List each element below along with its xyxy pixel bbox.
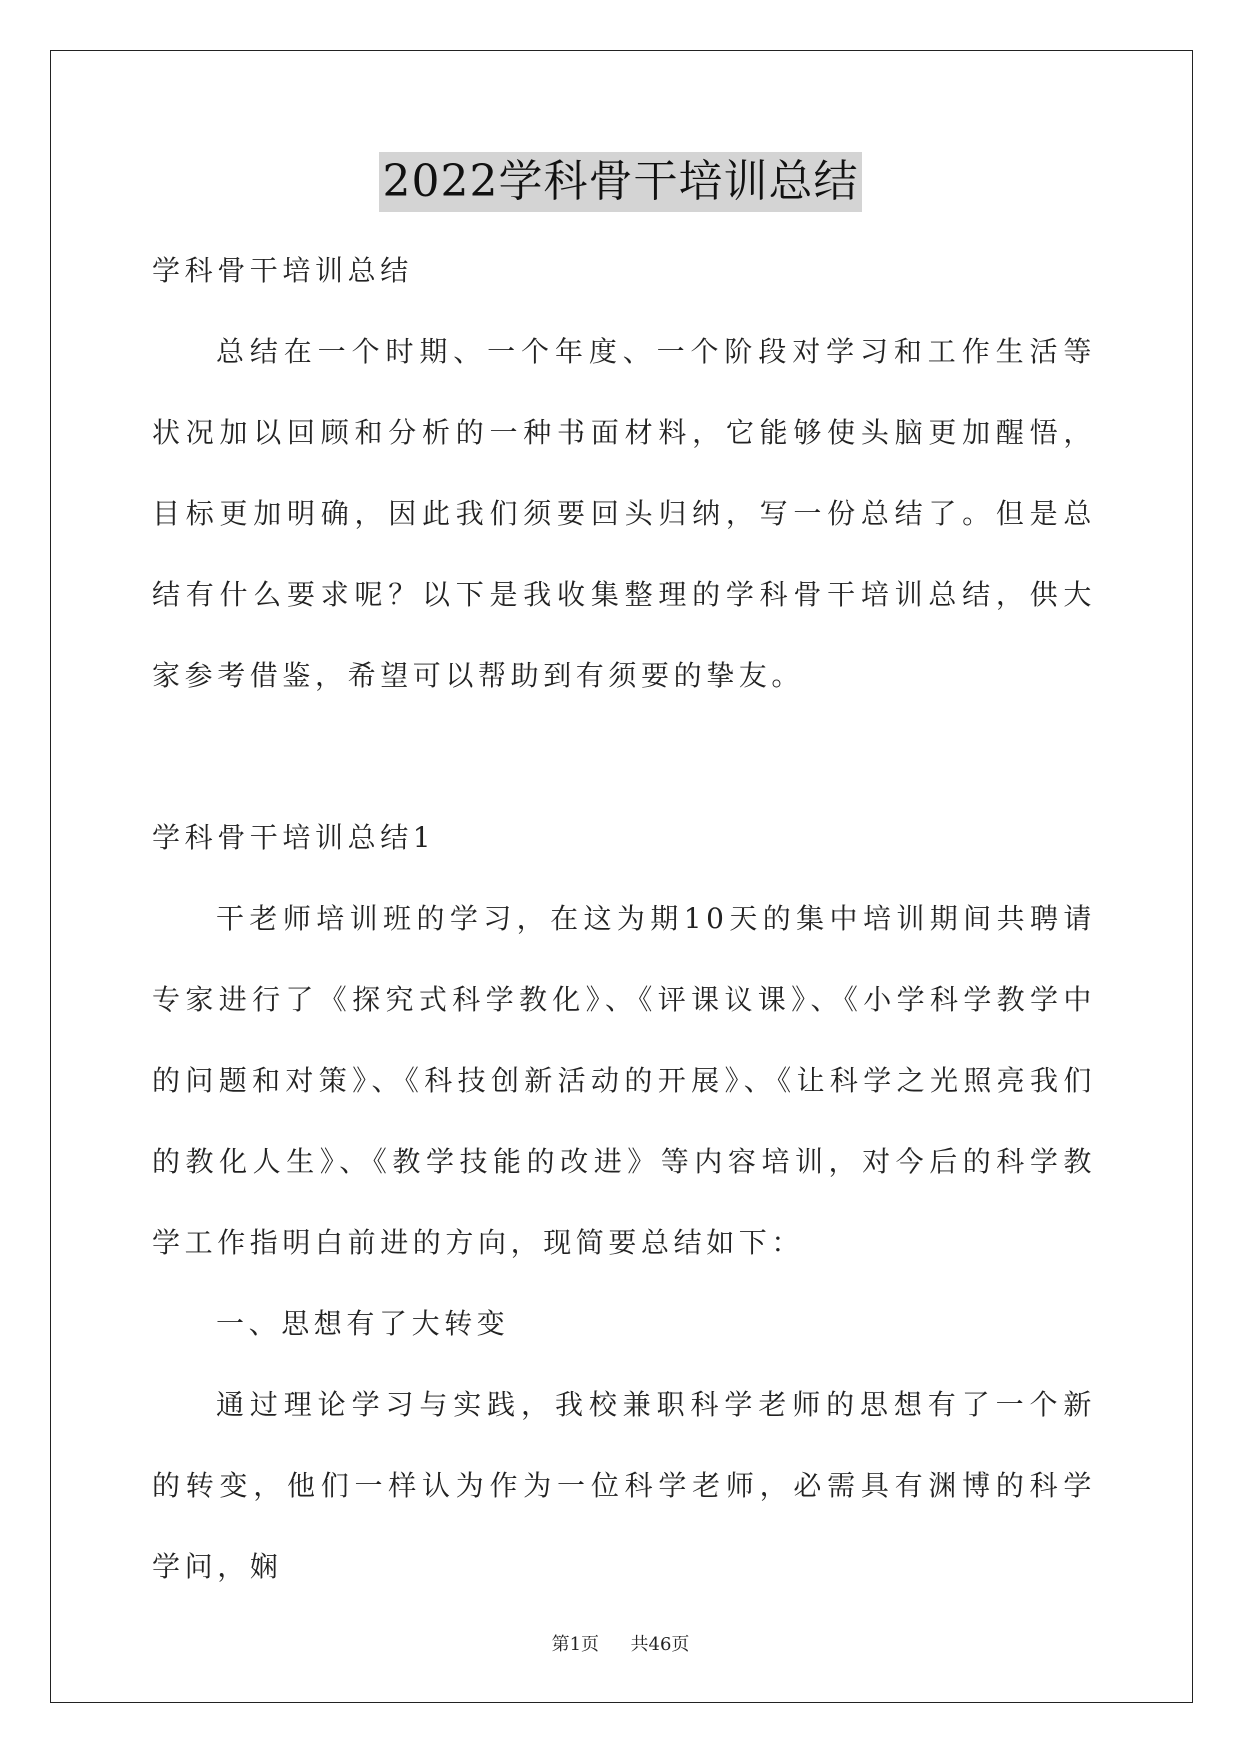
section-heading-1: 学科骨干培训总结1 (152, 821, 436, 854)
document-title: 2022学科骨干培训总结 (379, 152, 863, 212)
title-container (0, 152, 1241, 212)
paragraph-gap (152, 716, 1096, 797)
section-heading-thought: 一、思想有了大转变 (216, 1307, 510, 1340)
page-number: 第1页 (551, 1634, 600, 1655)
document-body (152, 230, 1096, 1607)
page-total: 共46页 (630, 1634, 690, 1655)
paragraph-subtitle: 学科骨干培训总结 (152, 254, 413, 287)
paragraph-intro: 总结在一个时期、一个年度、一个阶段对学习和工作生活等状况加以回顾和分析的一种书面材料，它能够使头脑更加醒悟，目标更加明确，因此我们须要回头归纳，写一份总结了。但是总结有什么要求呢？以下是我收集整理的学科骨干培训总结，供大家参考借鉴，希望可以帮助到有须要的挚友。 (152, 335, 1096, 692)
paragraph-training: 干老师培训班的学习，在这为期10天的集中培训期间共聘请专家进行了《探究式科学教化》、《评课议课》、《小学科学教学中的问题和对策》、《科技创新活动的开展》、《让科学之光照亮我们的教化人生》、《教学技能的改进》等内容培训，对今后的科学教学工作指明白前进的方向，现简要总结如下： (152, 902, 1096, 1259)
paragraph-thought: 通过理论学习与实践，我校兼职科学老师的思想有了一个新的转变，他们一样认为作为一位科学老师，必需具有渊博的科学学问，娴 (152, 1388, 1096, 1583)
page-footer (0, 1630, 1241, 1656)
